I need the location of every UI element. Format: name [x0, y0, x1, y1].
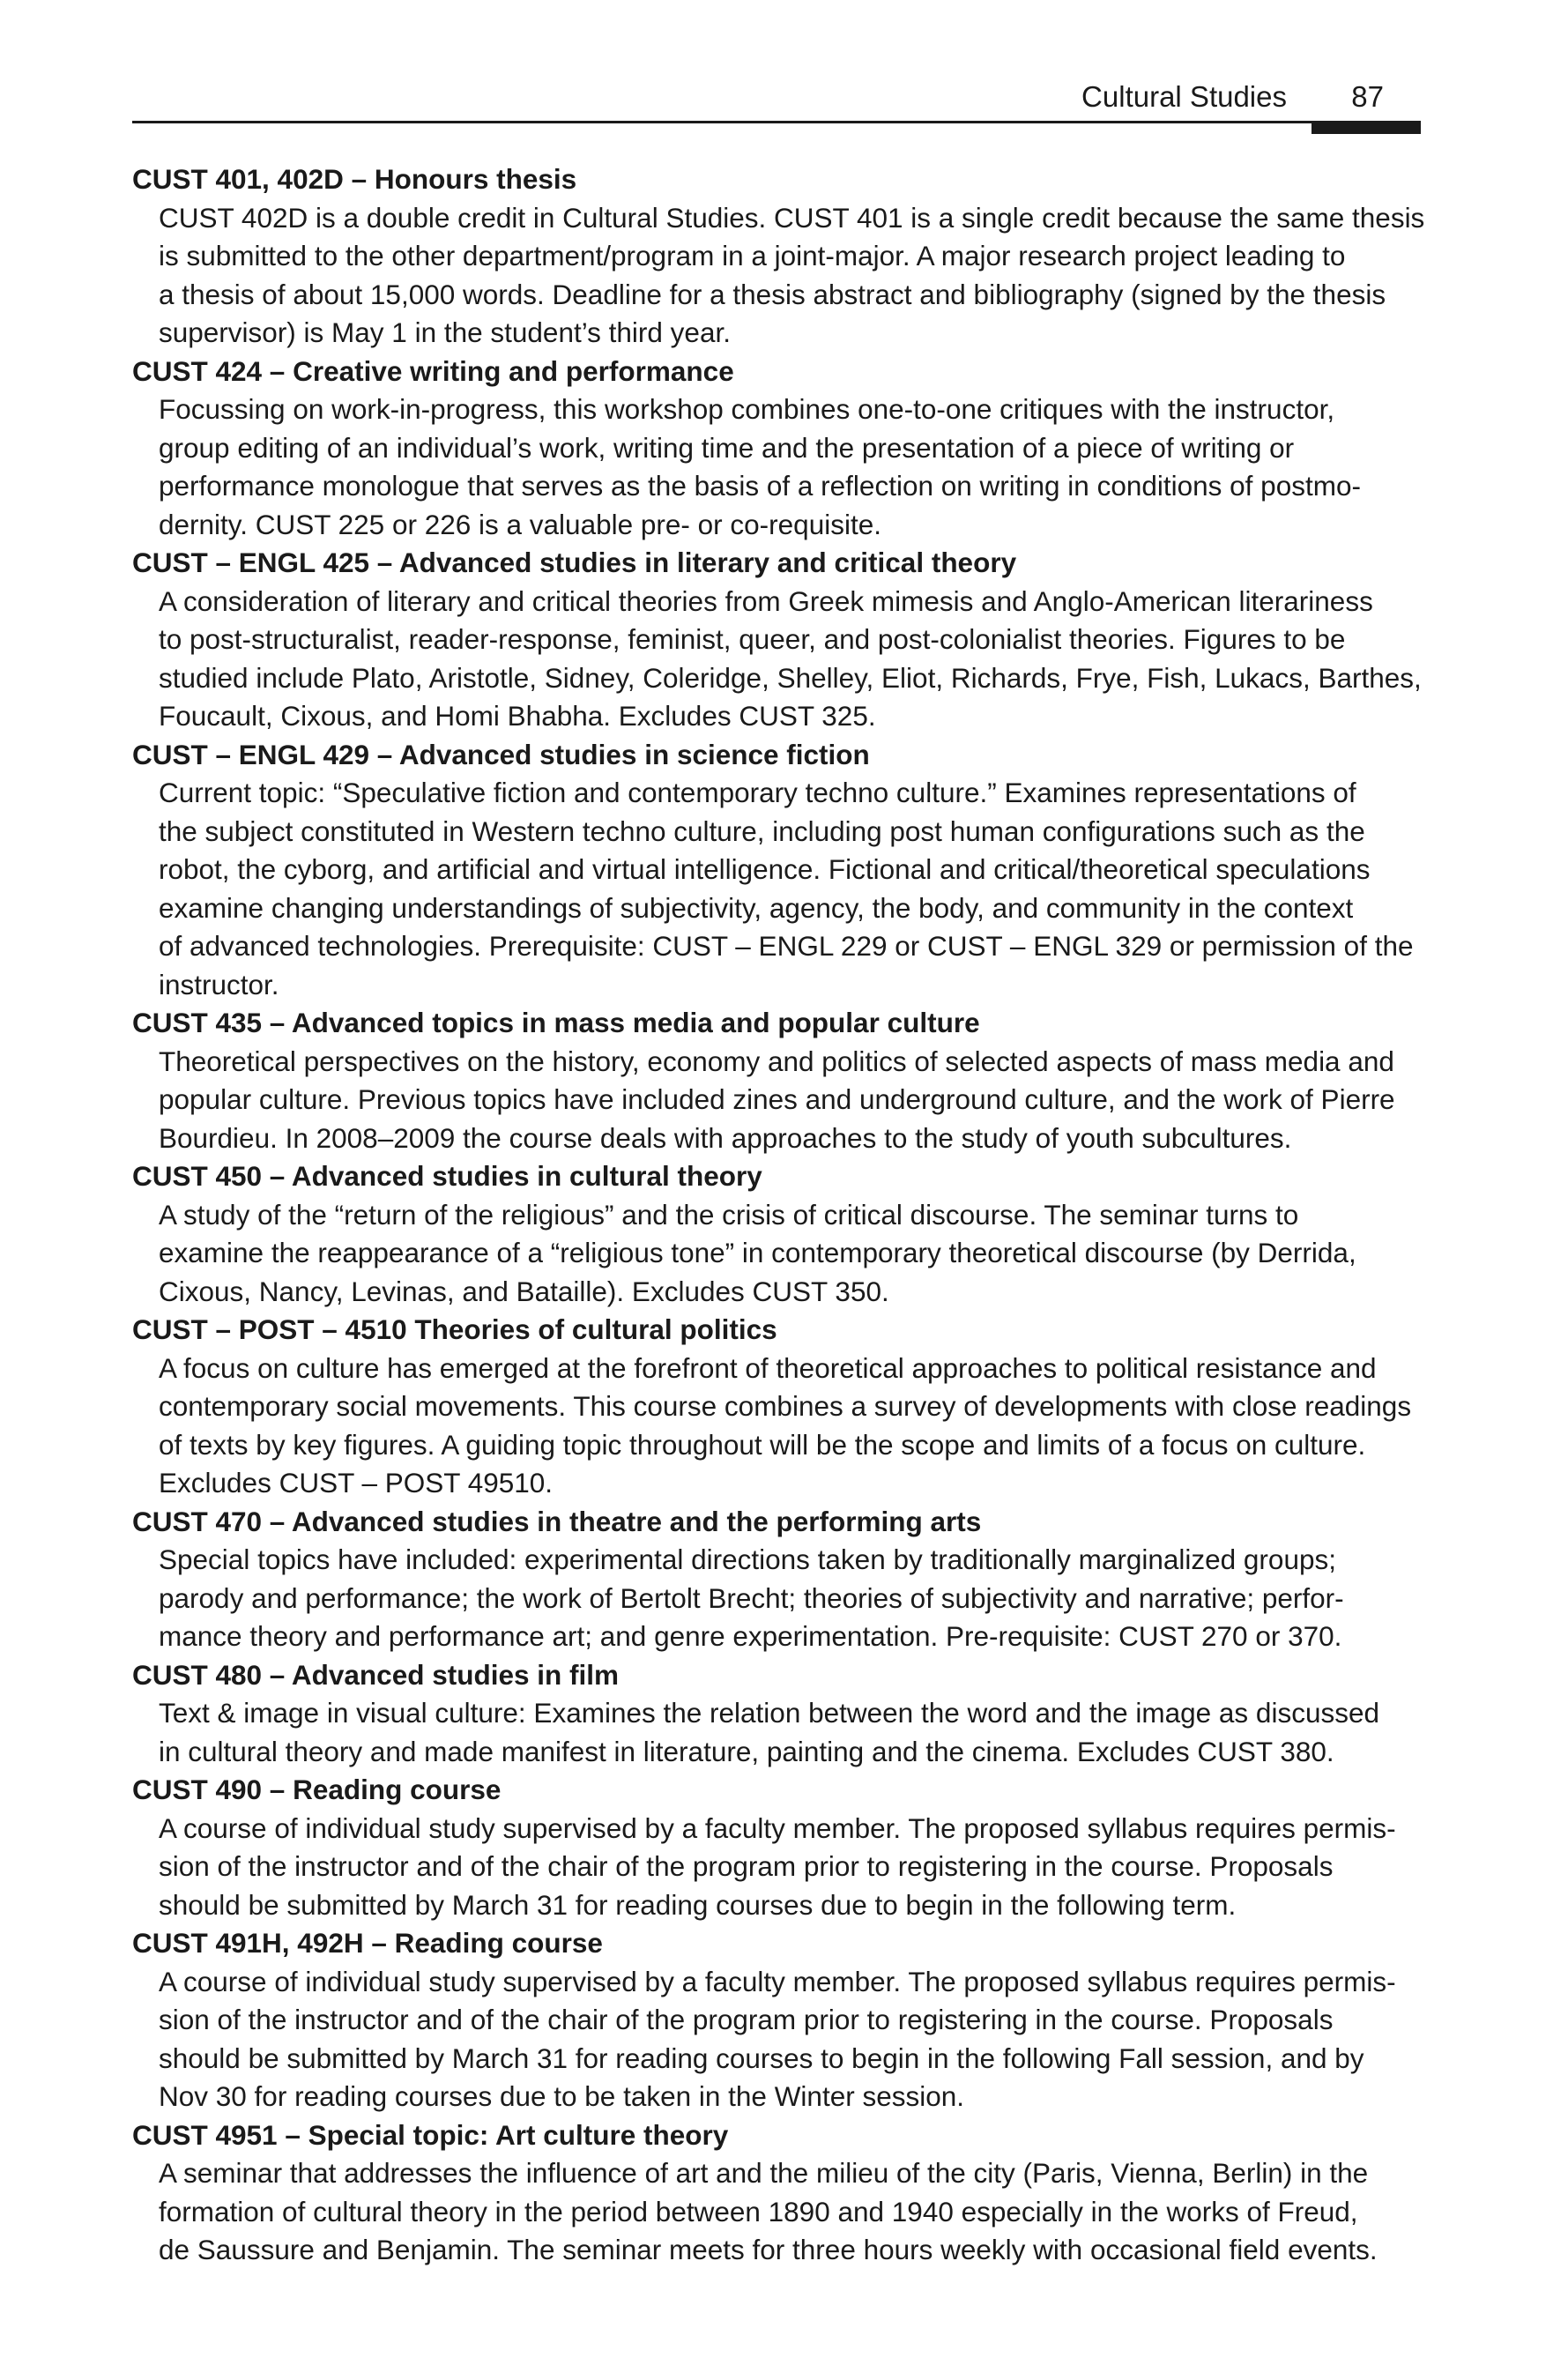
course-title: CUST 424 – Creative writing and performance [132, 354, 734, 387]
course-entry [132, 736, 1428, 1005]
course-title: CUST 480 – Advanced studies in film [132, 1658, 619, 1691]
course-title: CUST 470 – Advanced studies in theatre and the performing arts [132, 1505, 982, 1537]
running-head-section: Cultural Studies [1081, 80, 1287, 113]
course-entry [132, 1656, 1428, 1772]
course-title: CUST 4951 – Special topic: Art culture theory [132, 2118, 729, 2151]
course-description: A study of the “return of the religious” and the crisis of critical discourse. The seminar turns to examine the reappearance of a “religious tone” in contemporary theoretical discourse (by Derrida, Cixous, Nancy, Levinas, and Bataille). Excludes CUST 350. [159, 1198, 1356, 1307]
course-entry [132, 353, 1428, 545]
course-title: CUST 491H, 492H – Reading course [132, 1927, 603, 1959]
course-title: CUST 401, 402D – Honours thesis [132, 163, 577, 195]
course-title: CUST 450 – Advanced studies in cultural theory [132, 1160, 762, 1192]
course-entry [132, 1924, 1428, 2116]
course-list [132, 160, 1428, 2270]
course-description: Special topics have included: experimental directions taken by traditionally marginalized groups; parody and performance; the work of Bertolt Brecht; theories of subjectivity and narrative; perfor- mance theory and performance art; and genre experimentation. Pre-requisite: CUST 270 or 370. [159, 1543, 1344, 1652]
page-number: 87 [1351, 80, 1384, 113]
course-entry [132, 1311, 1428, 1503]
header-tab-bar [1312, 123, 1421, 134]
course-title: CUST – ENGL 429 – Advanced studies in science fiction [132, 738, 870, 770]
course-entry [132, 1157, 1428, 1311]
course-entry [132, 1004, 1428, 1157]
course-description: Theoretical perspectives on the history, economy and politics of selected aspects of mass media and popular culture. Previous topics have included zines and underground culture, and the work of Pierre Bourdieu. In 2008–2009 the course deals with approaches to the study of youth subcultures. [159, 1045, 1395, 1154]
course-description: CUST 402D is a double credit in Cultural Studies. CUST 401 is a single credit because the same thesis is submitted to the other department/program in a joint-major. A major research project leading to a thesis of about 15,000 words. Deadline for a thesis abstract and bibliography (signed by the thesis supervisor) is May 1 in the student’s third year. [159, 201, 1425, 348]
header-rule [132, 121, 1421, 123]
course-entry [132, 544, 1428, 736]
course-entry [132, 1771, 1428, 1924]
course-description: A seminar that addresses the influence of art and the milieu of the city (Paris, Vienna, Berlin) in the formation of cultural theory in the period between 1890 and 1940 especially in the works of Freud, de Saussure and Benjamin. The seminar meets for three hours weekly with occasional field events. [159, 2157, 1378, 2265]
course-entry [132, 1503, 1428, 1656]
page-header [132, 79, 1421, 134]
course-description: Focussing on work-in-progress, this workshop combines one-to-one critiques with the instructor, group editing of an individual’s work, writing time and the presentation of a piece of writing or performance monologue that serves as the basis of a reflection on writing in conditions of postmo- dernity. CUST 225 or 226 is a valuable pre- or co-requisite. [159, 393, 1361, 540]
course-entry [132, 160, 1428, 353]
course-title: CUST – POST – 4510 Theories of cultural politics [132, 1313, 777, 1345]
course-title: CUST 435 – Advanced topics in mass media and popular culture [132, 1007, 980, 1038]
course-description: A course of individual study supervised by a faculty member. The proposed syllabus requires permis- sion of the instructor and of the chair of the program prior to registering in the course. Proposals should be submitted by March 31 for reading courses to begin in the following Fall session, and by Nov 30 for reading courses due to be taken in the Winter session. [159, 1965, 1396, 2112]
course-entry [132, 2116, 1428, 2270]
course-description: Text & image in visual culture: Examines the relation between the word and the image as discussed in cultural theory and made manifest in literature, painting and the cinema. Excludes CUST 380. [159, 1697, 1380, 1767]
course-title: CUST 490 – Reading course [132, 1774, 502, 1805]
course-description: A consideration of literary and critical theories from Greek mimesis and Anglo-American literariness to post-structuralist, reader-response, feminist, queer, and post-colonialist theories. Figures to be studied include Plato, Aristotle, Sidney, Coleridge, Shelley, Eliot, Richards, Frye, Fish, Lukacs, Barthes, Foucault, Cixous, and Homi Bhabha. Excludes CUST 325. [159, 584, 1422, 732]
course-description: Current topic: “Speculative fiction and contemporary techno culture.” Examines representations of the subject constituted in Western techno culture, including post human configurations such as the robot, the cyborg, and artificial and virtual intelligence. Fictional and critical/theoretical speculations examine changing understandings of subjectivity, agency, the body, and community in the context of advanced technologies. Prerequisite: CUST – ENGL 229 or CUST – ENGL 329 or permission of the instructor. [159, 777, 1414, 1000]
course-description: A focus on culture has emerged at the forefront of theoretical approaches to political resistance and contemporary social movements. This course combines a survey of developments with close readings of texts by key figures. A guiding topic throughout will be the scope and limits of a focus on culture. Excludes CUST – POST 49510. [159, 1351, 1412, 1499]
course-title: CUST – ENGL 425 – Advanced studies in literary and critical theory [132, 547, 1017, 578]
course-description: A course of individual study supervised by a faculty member. The proposed syllabus requires permis- sion of the instructor and of the chair of the program prior to registering in the course. Proposals should be submitted by March 31 for reading courses due to begin in the following term. [159, 1811, 1396, 1921]
